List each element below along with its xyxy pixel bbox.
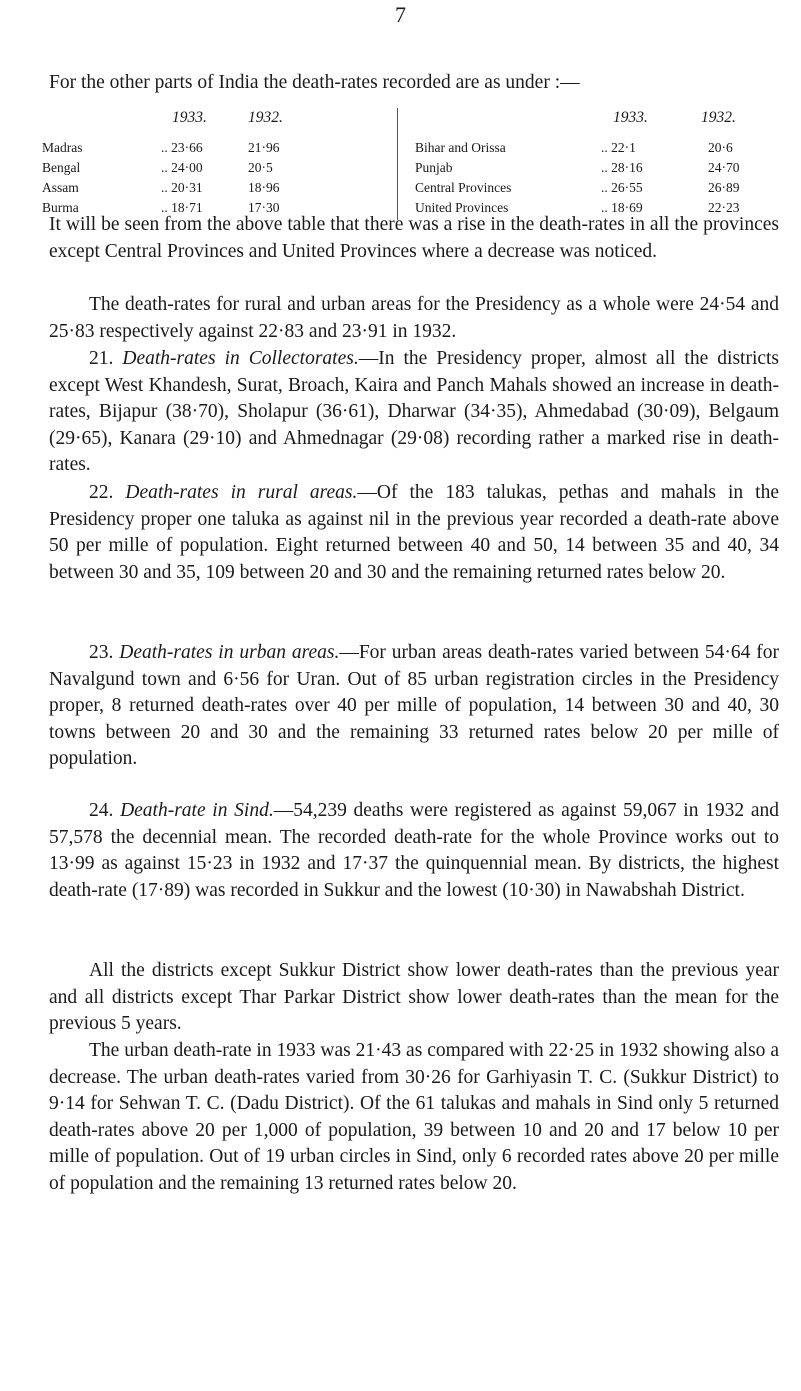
table-row	[42, 178, 779, 198]
paragraph-sind-urban: The urban death-rate in 1933 was 21·43 as compared with 22·25 in 1932 showing also a decrease. The urban death-rates varied from 30·26 for Garhiyasin T. C. (Sukkur District) to 9·14 for Sehwan T. C. (Dadu District). Of the 61 talukas and mahals in Sind only 5 returned death-rates above 20 per 1,000 of population, 39 between 10 and 20 and 17 below 10 per mille of population. Out of 19 urban circles in Sind, only 6 recorded rates above 20 per mille of population and the remaining 13 returned rates below 20.	[49, 1040, 779, 1194]
paragraph-22	[49, 480, 779, 586]
paragraph-body: —Of the 183 talukas, pethas and mahals in the Presidency proper one taluka as against nil in the previous year recorded a death-rate above 50 per mille of population. Eight returned between 40 and 50, 14 between 35 and 40, 34 between 30 and 35, 109 between 20 and 30 and the remaining returned rates below 20.	[49, 482, 779, 583]
rate-1932: 21·96	[248, 140, 280, 155]
rate-1933: .. 23·66	[161, 140, 203, 155]
paragraph-sind-districts: All the districts except Sukkur District show lower death-rates than the previous year and all districts except Thar Parkar District show lower death-rates than the mean for the previous 5 years.	[49, 960, 779, 1034]
rate-1933: .. 18·69	[601, 200, 643, 215]
province-name: Central Provinces	[415, 180, 512, 195]
intro-text: For the other parts of India the death-rates recorded are as under :—	[49, 72, 580, 93]
table-row	[42, 138, 779, 158]
rate-1932: 17·30	[248, 200, 280, 215]
paragraph-21	[49, 346, 779, 479]
paragraph-presidency-rates: The death-rates for rural and urban areas for the Presidency as a whole were 24·54 and 25·83 respectively against 22·83 and 23·91 in 1932.	[49, 294, 779, 342]
right-header-1933: 1933.	[613, 109, 648, 126]
paragraph-23	[49, 640, 779, 773]
right-header-1932: 1932.	[701, 109, 736, 126]
province-name: Bengal	[42, 160, 81, 175]
rate-1932: 20·6	[708, 140, 733, 155]
rate-1932: 24·70	[708, 160, 740, 175]
table-header	[49, 108, 779, 138]
left-header-1932: 1932.	[248, 109, 283, 126]
paragraph-number: 21.	[89, 348, 114, 369]
page-number: 7	[395, 2, 406, 27]
rate-1932: 20·5	[248, 160, 273, 175]
rate-1932: 22·23	[708, 200, 740, 215]
paragraph-heading: Death-rates in Collectorates.	[122, 348, 359, 369]
paragraph-heading: Death-rate in Sind.	[120, 800, 274, 821]
rate-1933: .. 24·00	[161, 160, 203, 175]
province-name: United Provinces	[415, 200, 509, 215]
province-name: Bihar and Orissa	[415, 140, 506, 155]
left-header-1933: 1933.	[172, 109, 207, 126]
paragraph-number: 23.	[89, 642, 114, 663]
rate-1932: 26·89	[708, 180, 740, 195]
table-row	[42, 158, 779, 178]
paragraph-body: —In the Presidency proper, almost all the districts except West Khandesh, Surat, Broach, Kaira and Panch Mahals showed an increase in death-rates, Bijapur (38·70), Sholapur (36·61), Dharwar (34·35), Ahmedabad (30·09), Belgaum (29·65), Kanara (29·10) and Ahmednagar (29·08) recording rather a marked rise in death-rates.	[49, 348, 780, 475]
rate-1933: .. 20·31	[161, 180, 203, 195]
paragraph-body: —54,239 deaths were registered as against 59,067 in 1932 and 57,578 the decennial mean. The recorded death-rate for the whole Province works out to 13·99 as against 15·23 in 1932 and 17·37 the quinquennial mean. By districts, the highest death-rate (17·89) was recorded in Sukkur and the lowest (10·30) in Nawabshah District.	[49, 800, 779, 901]
paragraph-heading: Death-rates in rural areas.	[125, 482, 358, 503]
rate-1933: .. 22·1	[601, 140, 636, 155]
province-name: Assam	[42, 180, 79, 195]
paragraph-number: 24.	[89, 800, 114, 821]
province-name: Punjab	[415, 160, 453, 175]
rate-1933: .. 28·16	[601, 160, 643, 175]
province-name: Madras	[42, 140, 83, 155]
rate-1933: .. 26·55	[601, 180, 643, 195]
rate-1933: .. 18·71	[161, 200, 203, 215]
paragraph-body: —For urban areas death-rates varied between 54·64 for Navalgund town and 6·56 for Uran. Out of 85 urban registration circles in the Presidency proper, 8 returned death-rates over 40 per mille of population, 14 between 30 and 40, 30 towns between 20 and 30 and the remaining 33 returned rates below 20 per mille of population.	[49, 642, 780, 769]
death-rate-table	[42, 108, 779, 218]
paragraph-table-summary: It will be seen from the above table that there was a rise in the death-rates in all the provinces except Central Provinces and United Provinces where a decrease was noticed.	[49, 214, 779, 262]
paragraph-number: 22.	[89, 482, 114, 503]
paragraph-24	[49, 798, 779, 904]
paragraph-heading: Death-rates in urban areas.	[119, 642, 340, 663]
province-name: Burma	[42, 200, 79, 215]
rate-1932: 18·96	[248, 180, 280, 195]
